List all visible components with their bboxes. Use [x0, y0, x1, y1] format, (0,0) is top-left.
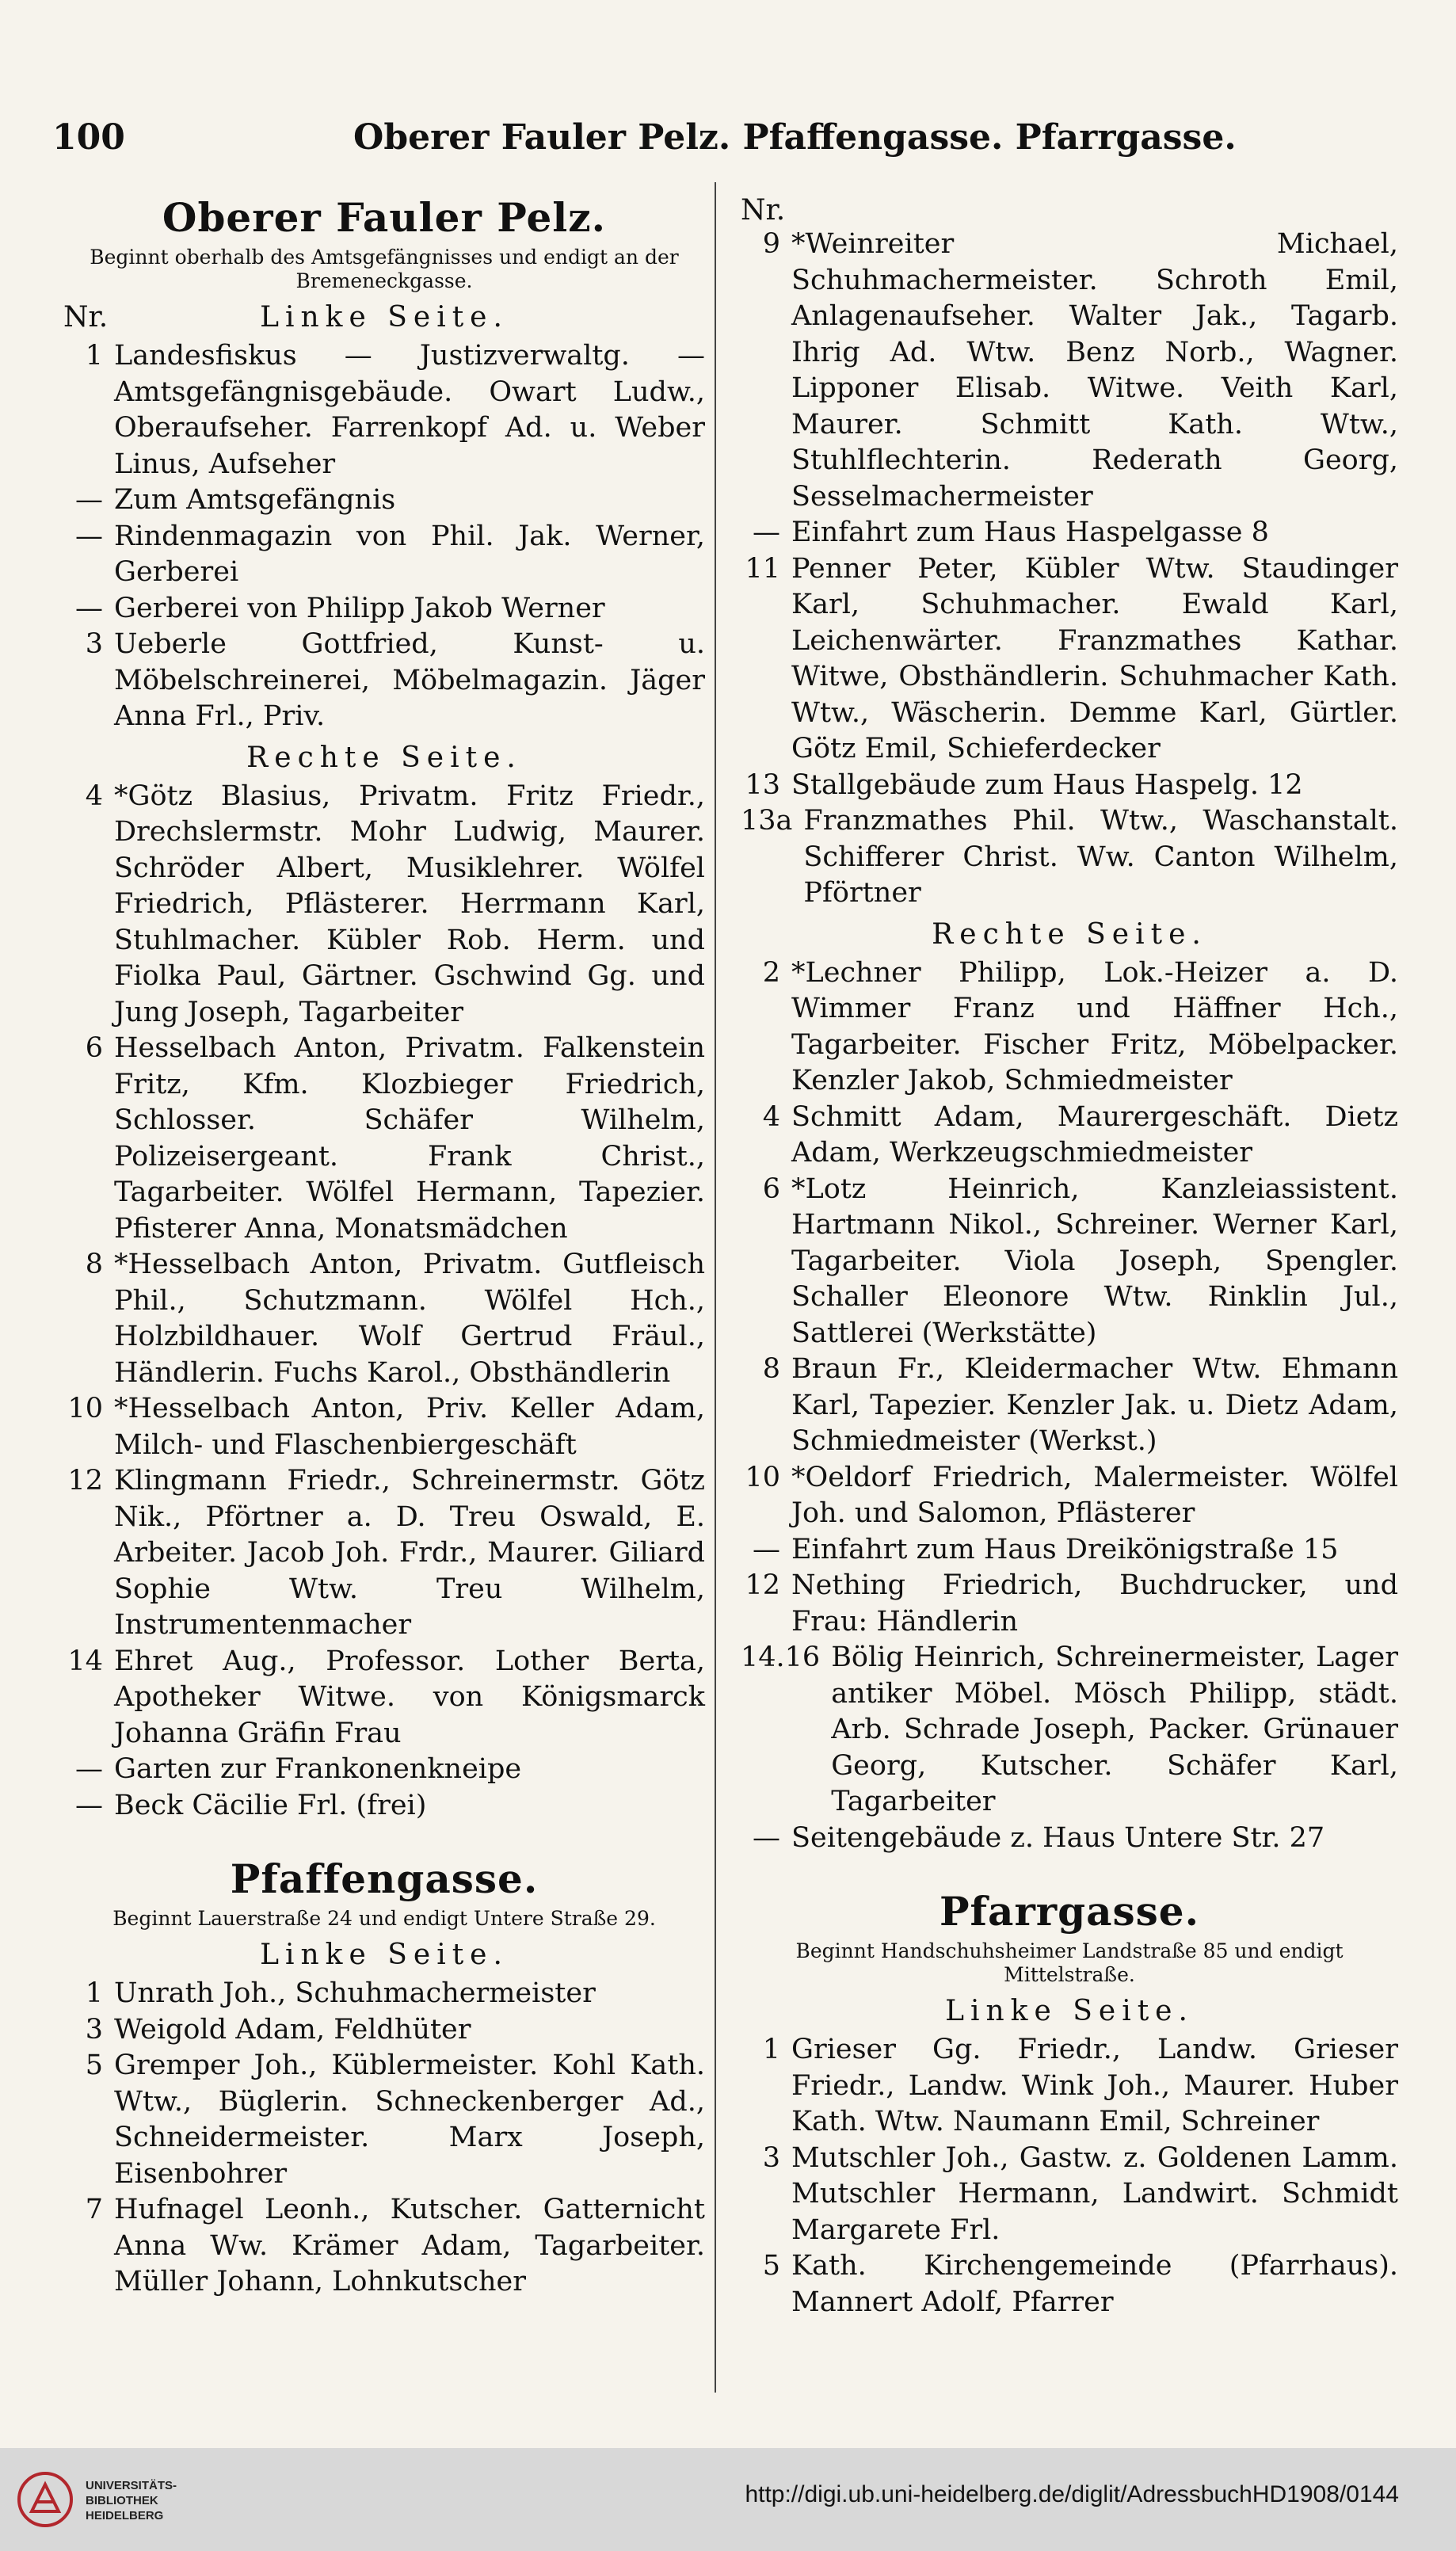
house-number: 13: [745, 768, 780, 801]
address-entry: [741, 1568, 1398, 1640]
house-number: 7: [85, 2194, 103, 2225]
side-heading-left: [63, 301, 705, 334]
house-number: 5: [762, 2250, 780, 2282]
address-entry: [63, 1247, 705, 1391]
street-title-pfaffengasse: Pfaffengasse.: [230, 1855, 539, 1902]
address-entry: [63, 482, 705, 519]
street-note: Beginnt oberhalb des Amtsgefängnisses und endigt an der Bremeneckgasse.: [90, 246, 679, 292]
page-number: 100: [52, 117, 125, 158]
resident-text: Seitengebäude z. Haus Untere Str. 27: [791, 1821, 1325, 1854]
resident-text: Beck Cäcilie Frl. (frei): [114, 1789, 427, 1821]
address-entry: [63, 1644, 705, 1752]
house-number: —: [75, 592, 103, 624]
house-number: 14.16: [741, 1642, 821, 1673]
running-head: [52, 117, 1391, 165]
source-url-link[interactable]: http://digi.ub.uni-heidelberg.de/diglit/AdressbuchHD1908/0144: [745, 2481, 1399, 2507]
house-number: 10: [67, 1393, 103, 1424]
house-number: 1: [762, 2034, 780, 2065]
viewer-footer: [0, 2448, 1456, 2551]
side-heading-left: Linke Seite.: [945, 1995, 1194, 2027]
house-number: 3: [762, 2141, 780, 2174]
house-number: 6: [85, 1032, 103, 1064]
address-entry: [741, 955, 1398, 1100]
nr-heading: Nr.: [63, 301, 109, 334]
street-title-pfarrgasse: Pfarrgasse.: [939, 1888, 1200, 1935]
resident-text: Kath. Kirchengemeinde (Pfarrhaus). Mannert Adolf, Pfarrer: [791, 2250, 1398, 2318]
house-number: 3: [85, 2013, 103, 2046]
logo-line: HEIDELBERG: [86, 2509, 164, 2522]
house-number: 11: [745, 552, 780, 585]
house-number: 12: [67, 1465, 103, 1497]
column-divider: [715, 182, 716, 2393]
address-entry: [741, 768, 1398, 804]
street-title-oberer-fauler-pelz: Oberer Fauler Pelz.: [162, 194, 607, 241]
house-number: 4: [762, 1100, 780, 1133]
address-entry: [63, 1976, 705, 2012]
entry-list: [63, 338, 705, 735]
resident-text: *Oeldorf Friedrich, Malermeister. Wölfel Joh. und Salomon, Pflästerer: [791, 1461, 1398, 1529]
address-entry: [63, 338, 705, 482]
resident-text: Gremper Joh., Küblermeister. Kohl Kath. Wtw., Büglerin. Schneckenberger Ad., Schneidermeister. Marx Joseph, Eisenbohrer: [114, 2050, 705, 2190]
house-number: 10: [745, 1461, 780, 1493]
resident-text: Nething Friedrich, Buchdrucker, und Frau: Händlerin: [791, 1569, 1398, 1638]
address-entry: [63, 591, 705, 627]
resident-text: Stallgebäude zum Haus Haspelg. 12: [791, 768, 1303, 801]
library-name: [86, 2478, 177, 2523]
address-entry: [741, 1100, 1398, 1172]
house-number: 6: [762, 1173, 780, 1205]
entry-list: [741, 2032, 1398, 2320]
side-heading-right: Rechte Seite.: [246, 741, 522, 774]
resident-text: Landesfiskus — Justizverwaltg. — Amtsgefängnisgebäude. Owart Ludw., Oberaufseher. Farrenkopf Ad. u. Weber Linus, Aufseher: [114, 340, 705, 480]
resident-text: Ehret Aug., Professor. Lother Berta, Apotheker Witwe. von Königsmarck Johanna Gräfin Frau: [114, 1645, 705, 1749]
street-note: Beginnt Handschuhsheimer Landstraße 85 und endigt Mittelstraße.: [795, 1939, 1344, 1986]
house-number: —: [753, 1533, 780, 1565]
resident-text: *Lechner Philipp, Lok.-Heizer a. D. Wimmer Franz und Häffner Hch., Tagarbeiter. Fischer Fritz, Möbelpacker. Kenzler Jakob, Schmiedmeister: [791, 956, 1398, 1096]
resident-text: Braun Fr., Kleidermacher Wtw. Ehmann Karl, Tapezier. Kenzler Jak. u. Dietz Adam, Schmiedmeister (Werkst.): [791, 1353, 1398, 1457]
house-number: 1: [85, 340, 103, 372]
library-logo: [16, 2465, 177, 2534]
address-entry: [63, 1463, 705, 1644]
resident-text: *Götz Blasius, Privatm. Fritz Friedr., Drechslermstr. Mohr Ludwig, Maurer. Schröder Albert, Musiklehrer. Wölfel Friedrich, Pflästerer. Herrmann Karl, Stuhlmacher. Kübler Rob. Herm. und Fiolka Paul, Gärtner. Gschwind Gg. und Jung Joseph, Tagarbeiter: [114, 780, 705, 1028]
resident-text: Franzmathes Phil. Wtw., Waschanstalt. Schifferer Christ. Ww. Canton Wilhelm, Pförtner: [803, 805, 1398, 909]
house-number: 13a: [741, 805, 793, 837]
resident-text: Zum Amtsgefängnis: [114, 484, 396, 516]
house-number: —: [75, 484, 103, 516]
logo-line: BIBLIOTHEK: [86, 2494, 158, 2507]
resident-text: Grieser Gg. Friedr., Landw. Grieser Friedr., Landw. Wink Joh., Maurer. Huber Kath. Wtw. Naumann Emil, Schreiner: [791, 2034, 1398, 2137]
resident-text: Mutschler Joh., Gastw. z. Goldenen Lamm. Mutschler Hermann, Landwirt. Schmidt Margarete Frl.: [791, 2141, 1398, 2246]
entry-list: [741, 955, 1398, 1857]
address-entry: [741, 227, 1398, 515]
address-entry: [63, 519, 705, 591]
address-entry: [741, 1352, 1398, 1460]
house-number: 3: [85, 628, 103, 660]
house-number: —: [75, 1789, 103, 1821]
side-heading-label: Linke Seite.: [260, 301, 509, 334]
resident-text: Hufnagel Leonh., Kutscher. Gatternicht Anna Ww. Krämer Adam, Tagarbeiter. Müller Johann, Lohnkutscher: [114, 2194, 705, 2297]
house-number: —: [75, 1753, 103, 1785]
running-title: Oberer Fauler Pelz. Pfaffengasse. Pfarrgasse.: [353, 117, 1237, 158]
resident-text: Einfahrt zum Haus Dreikönigstraße 15: [791, 1533, 1339, 1565]
address-entry: [63, 1788, 705, 1825]
house-number: 8: [85, 1249, 103, 1280]
resident-text: *Hesselbach Anton, Priv. Keller Adam, Milch- und Flaschenbiergeschäft: [114, 1393, 705, 1461]
street-note: Beginnt Lauerstraße 24 und endigt Untere Straße 29.: [112, 1907, 656, 1930]
house-number: 12: [745, 1569, 780, 1601]
resident-text: *Lotz Heinrich, Kanzleiassistent. Hartmann Nikol., Schreiner. Werner Karl, Tagarbeiter. Viola Joseph, Spengler. Schaller Eleonore Wtw. Rinklin Jul., Sattlerei (Werkstätte): [791, 1173, 1398, 1349]
address-entry: [741, 1532, 1398, 1569]
house-number: 9: [762, 228, 780, 260]
address-entry: [63, 1031, 705, 1247]
entry-list: [63, 1976, 705, 2301]
right-column: [741, 186, 1398, 2320]
entry-list: [741, 227, 1398, 912]
address-entry: [741, 515, 1398, 551]
resident-text: Einfahrt zum Haus Haspelgasse 8: [791, 517, 1269, 548]
house-number: 4: [85, 780, 103, 812]
resident-text: Ueberle Gottfried, Kunst- u. Möbelschreinerei, Möbelmagazin. Jäger Anna Frl., Priv.: [114, 628, 705, 732]
resident-text: Penner Peter, Kübler Wtw. Staudinger Karl, Schuhmacher. Ewald Karl, Leichenwärter. Franzmathes Kathar. Witwe, Obsthändlerin. Schuhmacher Kath. Wtw., Wäscherin. Demme Karl, Gürtler. Götz Emil, Schieferdecker: [791, 552, 1398, 765]
library-seal-icon: [16, 2470, 74, 2529]
address-entry: [741, 2248, 1398, 2320]
address-entry: [63, 2192, 705, 2301]
address-entry: [741, 2032, 1398, 2141]
house-number: 14: [67, 1645, 103, 1677]
address-entry: [63, 1752, 705, 1788]
house-number: —: [753, 517, 780, 548]
house-number: 1: [85, 1977, 103, 2009]
address-entry: [741, 1172, 1398, 1352]
address-entry: [741, 2141, 1398, 2249]
resident-text: Gerberei von Philipp Jakob Werner: [114, 592, 605, 624]
house-number: —: [75, 520, 103, 552]
address-entry: [741, 551, 1398, 768]
address-entry: [63, 627, 705, 735]
resident-text: Klingmann Friedr., Schreinermstr. Götz Nik., Pförtner a. D. Treu Oswald, E. Arbeiter. Jacob Joh. Frdr., Maurer. Giliard Sophie Wtw. Treu Wilhelm, Instrumentenmacher: [114, 1465, 705, 1641]
resident-text: Hesselbach Anton, Privatm. Falkenstein Fritz, Kfm. Klozbieger Friedrich, Schlosser. Schäfer Wilhelm, Polizeisergeant. Frank Christ., Tagarbeiter. Wölfel Hermann, Tapezier. Pfisterer Anna, Monatsmädchen: [114, 1032, 705, 1245]
resident-text: Garten zur Frankonenkneipe: [114, 1753, 522, 1785]
left-column: [63, 186, 705, 2301]
resident-text: *Weinreiter Michael, Schuhmachermeister. Schroth Emil, Anlagenaufseher. Walter Jak., Tagarb. Ihrig Ad. Wtw. Benz Norb., Wagner. Lipponer Elisab. Witwe. Veith Karl, Maurer. Schmitt Kath. Wtw., Stuhlflechterin. Rederath Georg, Sesselmachermeister: [791, 228, 1398, 513]
side-heading-right: Rechte Seite.: [932, 917, 1207, 951]
resident-text: Weigold Adam, Feldhüter: [114, 2013, 471, 2046]
address-entry: [63, 1391, 705, 1463]
address-entry: [63, 2012, 705, 2049]
house-number: 5: [85, 2050, 103, 2081]
house-number: —: [753, 1821, 780, 1854]
house-number: 8: [762, 1353, 780, 1385]
address-entry: [741, 1821, 1398, 1857]
side-heading-left: Linke Seite.: [260, 1939, 509, 1971]
resident-text: Bölig Heinrich, Schreinermeister, Lager antiker Möbel. Mösch Philipp, städt. Arb. Schrade Joseph, Packer. Grünauer Georg, Kutscher. Schäfer Karl, Tagarbeiter: [831, 1642, 1398, 1817]
resident-text: Schmitt Adam, Maurergeschäft. Dietz Adam, Werkzeugschmiedmeister: [791, 1100, 1398, 1169]
entry-list: [63, 779, 705, 1825]
house-number: 2: [762, 956, 780, 989]
resident-text: *Hesselbach Anton, Privatm. Gutfleisch Phil., Schutzmann. Wölfel Hch., Holzbildhauer. Wolf Gertrud Fräul., Händlerin. Fuchs Karol., Obsthändlerin: [114, 1249, 705, 1389]
nr-heading: Nr.: [741, 194, 786, 227]
address-entry: [741, 1460, 1398, 1532]
resident-text: Rindenmagazin von Phil. Jak. Werner, Gerberei: [114, 520, 705, 588]
logo-line: UNIVERSITÄTS-: [86, 2479, 177, 2492]
address-entry: [63, 2048, 705, 2192]
address-entry: [63, 779, 705, 1031]
resident-text: Unrath Joh., Schuhmachermeister: [114, 1977, 596, 2009]
address-entry: [741, 1640, 1398, 1821]
address-entry: [741, 803, 1398, 912]
